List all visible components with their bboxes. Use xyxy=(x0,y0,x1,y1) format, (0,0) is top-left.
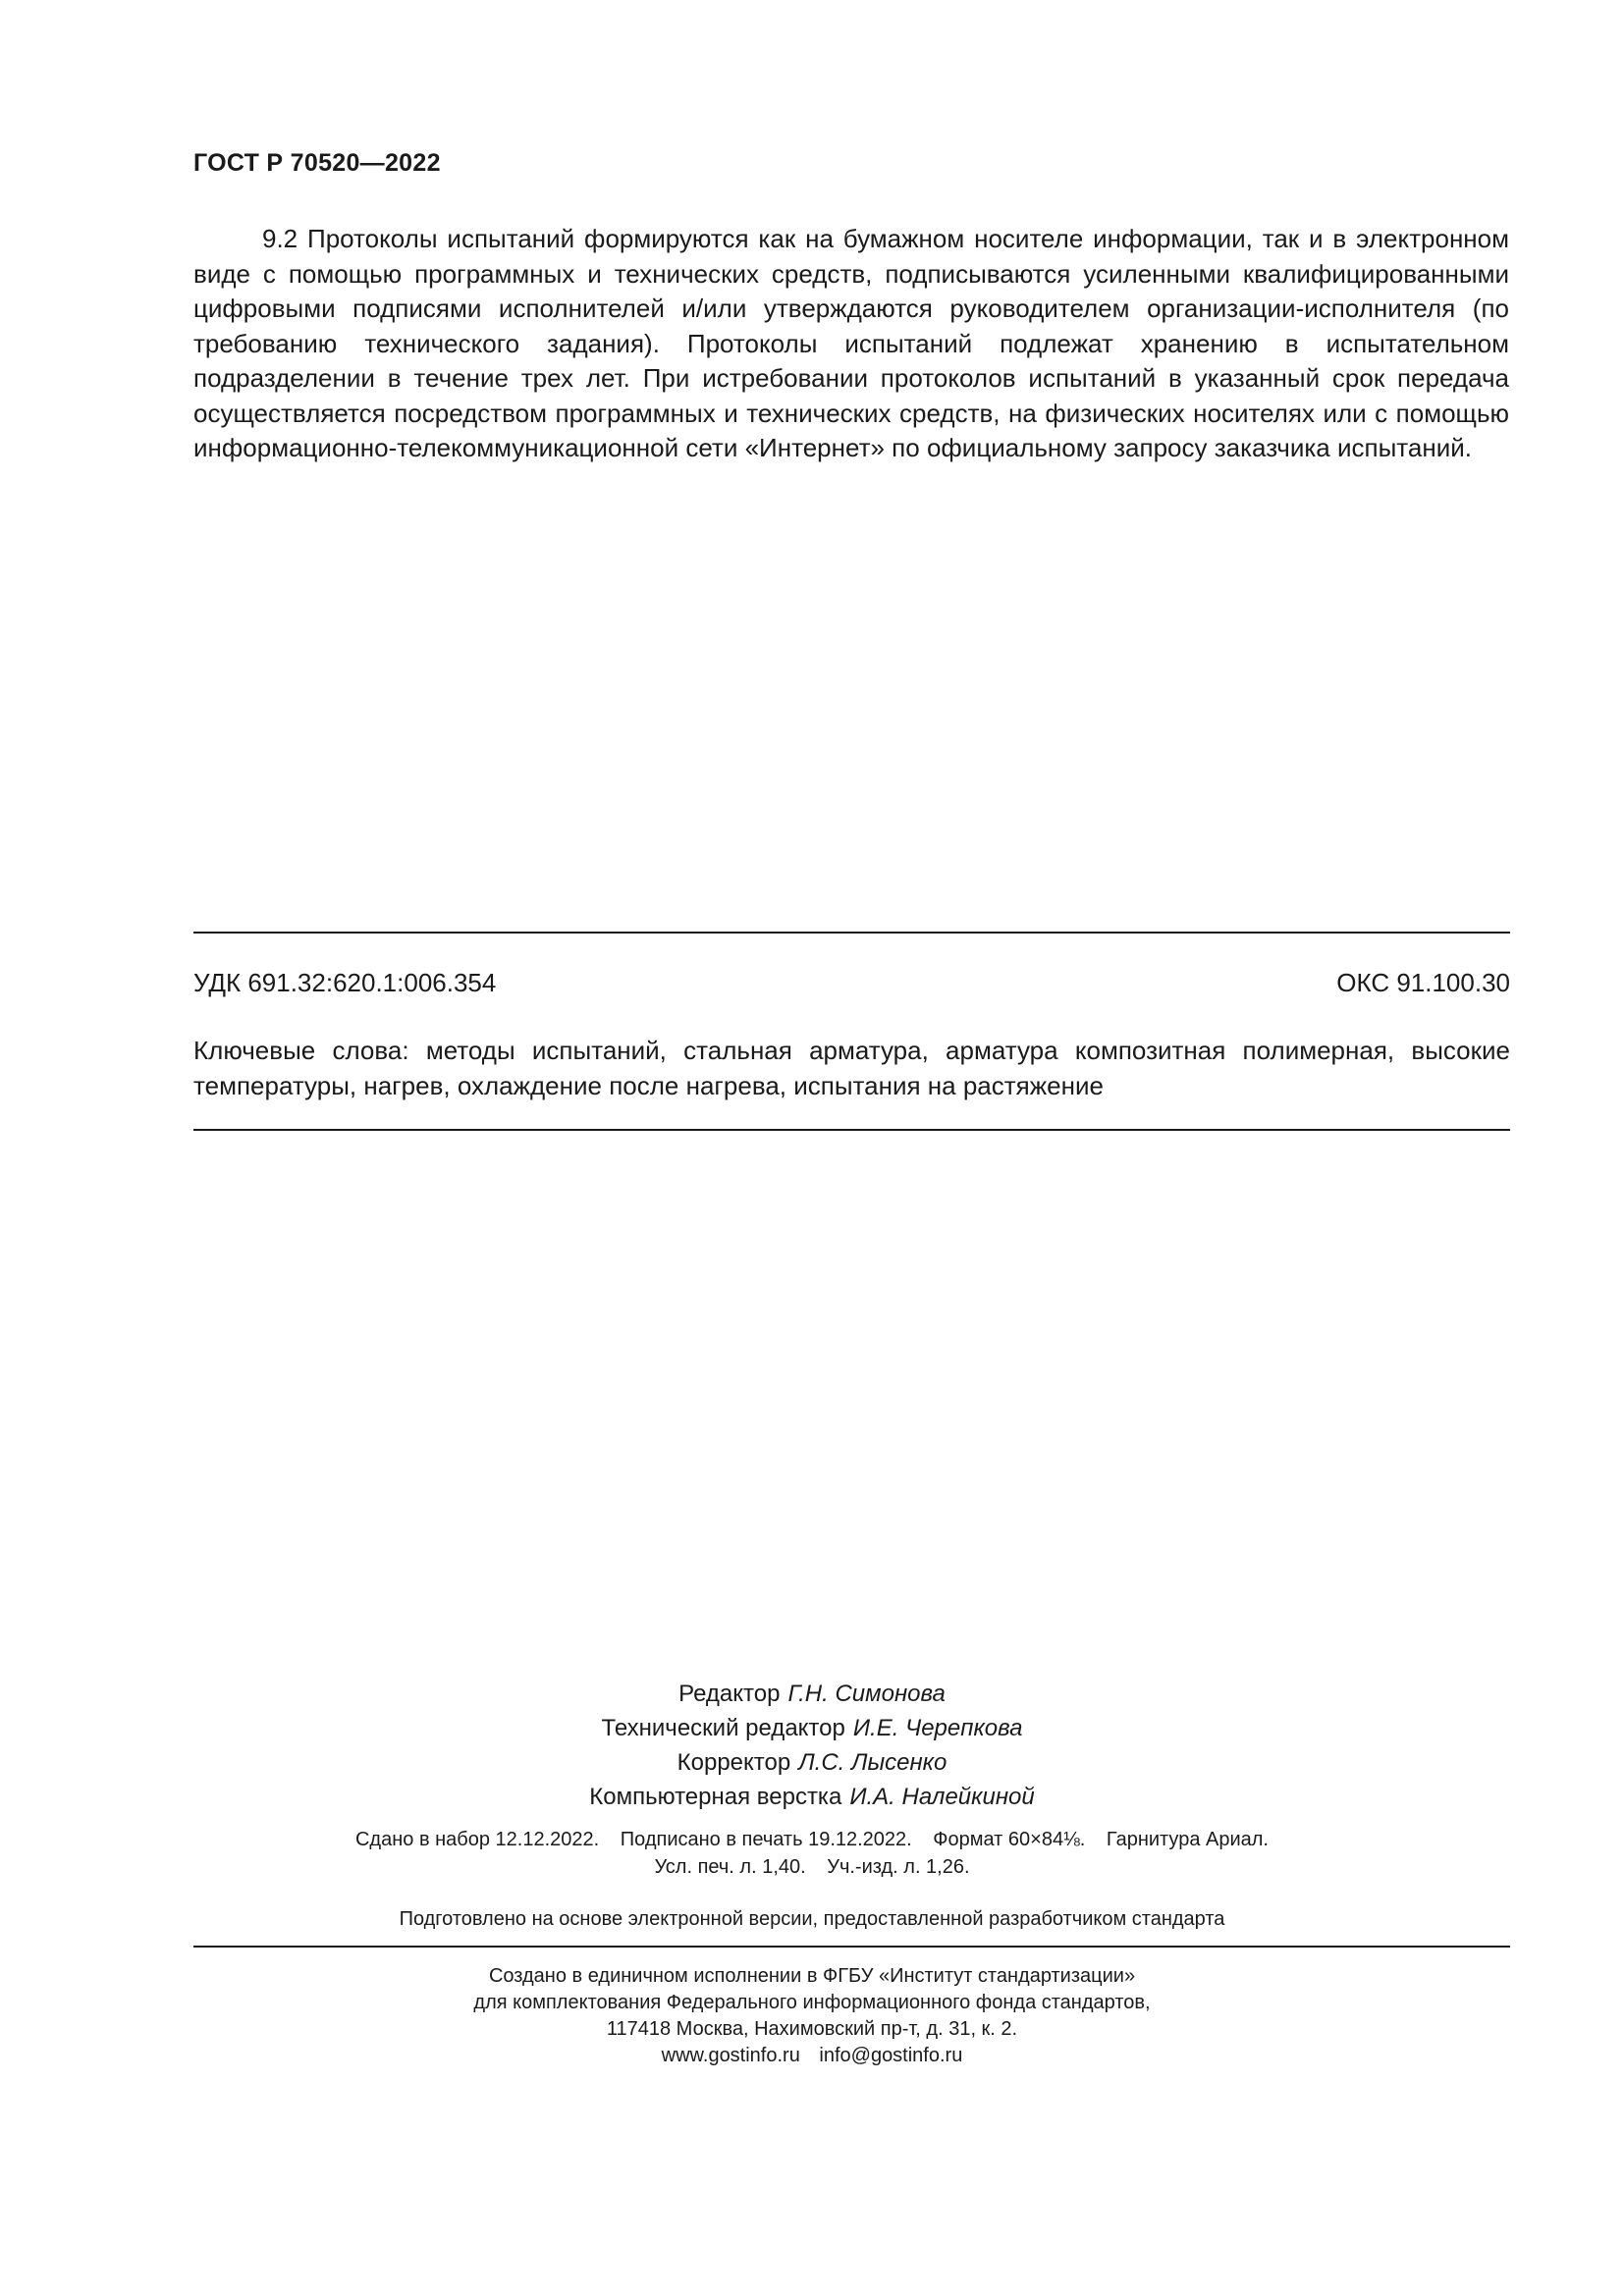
page-header-doc-id: ГОСТ Р 70520—2022 xyxy=(193,149,441,177)
credit-role: Компьютерная верстка xyxy=(589,1784,842,1810)
print-submitted: Сдано в набор 12.12.2022. xyxy=(354,1829,600,1850)
credit-name: Г.Н. Симонова xyxy=(787,1681,946,1707)
section-9-2-paragraph: 9.2 Протоколы испытаний формируются как на бумажном носителе информации, так и в электронном виде с помощью программных и технических средств, подписываются усиленными квалифицированными цифровыми подписями исполнителей и/или утверждаются руководителем организации-исполнителя (по требованию технического задания). Протоколы испытаний подлежат хранению в испытательном подразделении в течение трех лет. При истребовании протоколов испытаний в указанный срок передача осуществляется посредством программных и технических средств, на физических носителях или с помощью информационно-телекоммуникационной сети «Интернет» по официальному запросу заказчика испытаний. xyxy=(193,224,1509,462)
credit-role: Редактор xyxy=(678,1681,781,1707)
credit-name: И.Е. Черепкова xyxy=(852,1715,1023,1741)
prepared-note: Подготовлено на основе электронной версии, предоставленной разработчиком стандарта xyxy=(399,1908,1225,1930)
print-info xyxy=(0,1826,1624,1881)
print-signed: Подписано в печать 19.12.2022. xyxy=(620,1829,912,1850)
edit-sheets: Уч.-изд. л. 1,26. xyxy=(827,1856,970,1878)
keywords: Ключевые слова: методы испытаний, стальная арматура, арматура композитная полимерная, высокие температуры, нагрев, охлаждение после нагрева, испытания на растяжение xyxy=(193,1036,1510,1100)
udk-code: УДК 691.32:620.1:006.354 xyxy=(193,968,497,997)
publisher-line-1: Создано в единичном исполнении в ФГБУ «Институт стандартизации» xyxy=(488,1965,1136,1987)
publisher-website-link[interactable]: www.gostinfo.ru xyxy=(661,2045,800,2066)
publisher-block xyxy=(0,1963,1624,2069)
bottom-divider xyxy=(193,1946,1510,1948)
credit-name: Л.С. Лысенко xyxy=(798,1749,947,1776)
credit-layout xyxy=(0,1780,1624,1814)
keywords-divider xyxy=(193,1129,1510,1131)
credit-name: И.А. Налейкиной xyxy=(849,1784,1035,1810)
print-typeface: Гарнитура Ариал. xyxy=(1106,1829,1269,1850)
oks-code: ОКС 91.100.30 xyxy=(1336,968,1510,997)
credits-block xyxy=(0,1677,1624,1814)
print-sheets: Усл. печ. л. 1,40. xyxy=(654,1856,806,1878)
publisher-contacts xyxy=(0,2043,1624,2069)
print-format: Формат 60×84⅛. xyxy=(933,1829,1086,1850)
publisher-line-3: 117418 Москва, Нахимовский пр-т, д. 31, к. 2. xyxy=(606,2018,1018,2040)
publisher-line-2: для комплектования Федерального информационного фонда стандартов, xyxy=(473,1992,1151,2013)
publisher-email-link[interactable]: info@gostinfo.ru xyxy=(819,2045,963,2066)
credit-role: Корректор xyxy=(677,1749,791,1776)
top-divider xyxy=(193,932,1510,934)
credit-proofreader xyxy=(0,1745,1624,1780)
credit-editor xyxy=(0,1677,1624,1711)
credit-role: Технический редактор xyxy=(601,1715,845,1741)
credit-tech-editor xyxy=(0,1711,1624,1745)
